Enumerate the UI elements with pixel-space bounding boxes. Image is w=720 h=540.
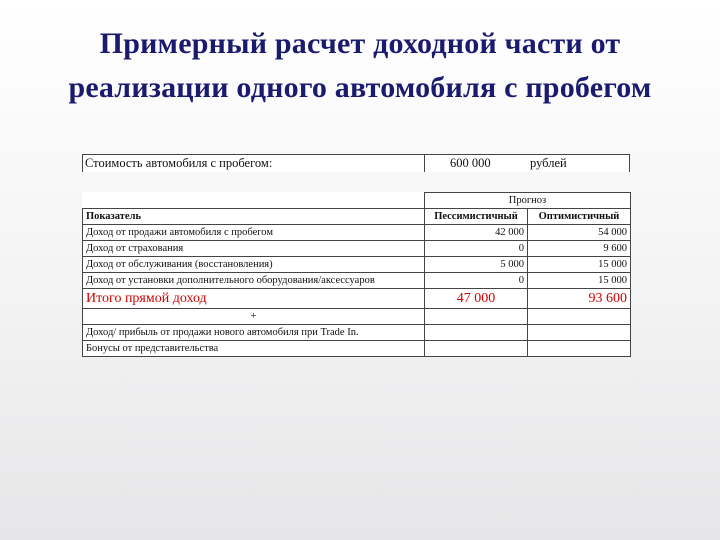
header-indicator: Показатель xyxy=(83,209,425,225)
row-label: Доход от обслуживания (восстановления) xyxy=(83,257,425,273)
row-pessimistic: 0 xyxy=(425,273,528,289)
empty-cell xyxy=(528,325,631,341)
table-row xyxy=(83,225,631,241)
car-cost-value: 600 000 xyxy=(450,156,491,170)
row-optimistic: 9 600 xyxy=(528,241,631,257)
slide-title-line-1: Примерный расчет доходной части от xyxy=(99,27,621,60)
car-cost-label: Стоимость автомобиля с пробегом: xyxy=(85,156,273,170)
car-cost-row xyxy=(82,154,630,172)
empty-cell xyxy=(425,341,528,357)
total-label: Итого прямой доход xyxy=(83,289,425,309)
row-label: Доход/ прибыль от продажи нового автомобиля при Trade In. xyxy=(83,325,425,341)
row-optimistic: 15 000 xyxy=(528,273,631,289)
total-pessimistic: 47 000 xyxy=(425,289,528,309)
empty-cell xyxy=(425,309,528,325)
header-pessimistic: Пессимистичный xyxy=(425,209,528,225)
plus-sign: + xyxy=(83,309,425,325)
empty-cell xyxy=(425,325,528,341)
table-row xyxy=(83,257,631,273)
row-label: Бонусы от представительства xyxy=(83,341,425,357)
row-label: Доход от страхования xyxy=(83,241,425,257)
total-optimistic: 93 600 xyxy=(528,289,631,309)
car-cost-unit: рублей xyxy=(530,156,567,170)
row-label: Доход от установки дополнительного оборудования/аксессуаров xyxy=(83,273,425,289)
forecast-row xyxy=(83,193,631,209)
slide-title-line-2: реализации одного автомобиля с пробегом xyxy=(68,71,652,104)
row-pessimistic: 5 000 xyxy=(425,257,528,273)
cost-row-top-border xyxy=(82,154,630,155)
row-optimistic: 15 000 xyxy=(528,257,631,273)
row-pessimistic: 0 xyxy=(425,241,528,257)
row-pessimistic: 42 000 xyxy=(425,225,528,241)
table-row xyxy=(83,341,631,357)
total-row xyxy=(83,289,631,309)
cost-row-left-border xyxy=(82,154,83,172)
plus-row xyxy=(83,309,631,325)
forecast-label: Прогноз xyxy=(425,193,631,209)
empty-cell xyxy=(528,341,631,357)
empty-cell xyxy=(528,309,631,325)
table-row xyxy=(83,325,631,341)
table-row xyxy=(83,241,631,257)
row-label: Доход от продажи автомобиля с пробегом xyxy=(83,225,425,241)
row-optimistic: 54 000 xyxy=(528,225,631,241)
cost-row-right-border xyxy=(629,154,630,172)
header-row xyxy=(83,209,631,225)
income-table xyxy=(82,192,631,357)
header-optimistic: Оптимистичный xyxy=(528,209,631,225)
slide-title xyxy=(0,22,720,110)
table-row xyxy=(83,273,631,289)
cost-row-divider xyxy=(424,154,425,172)
forecast-blank-cell xyxy=(83,193,425,209)
